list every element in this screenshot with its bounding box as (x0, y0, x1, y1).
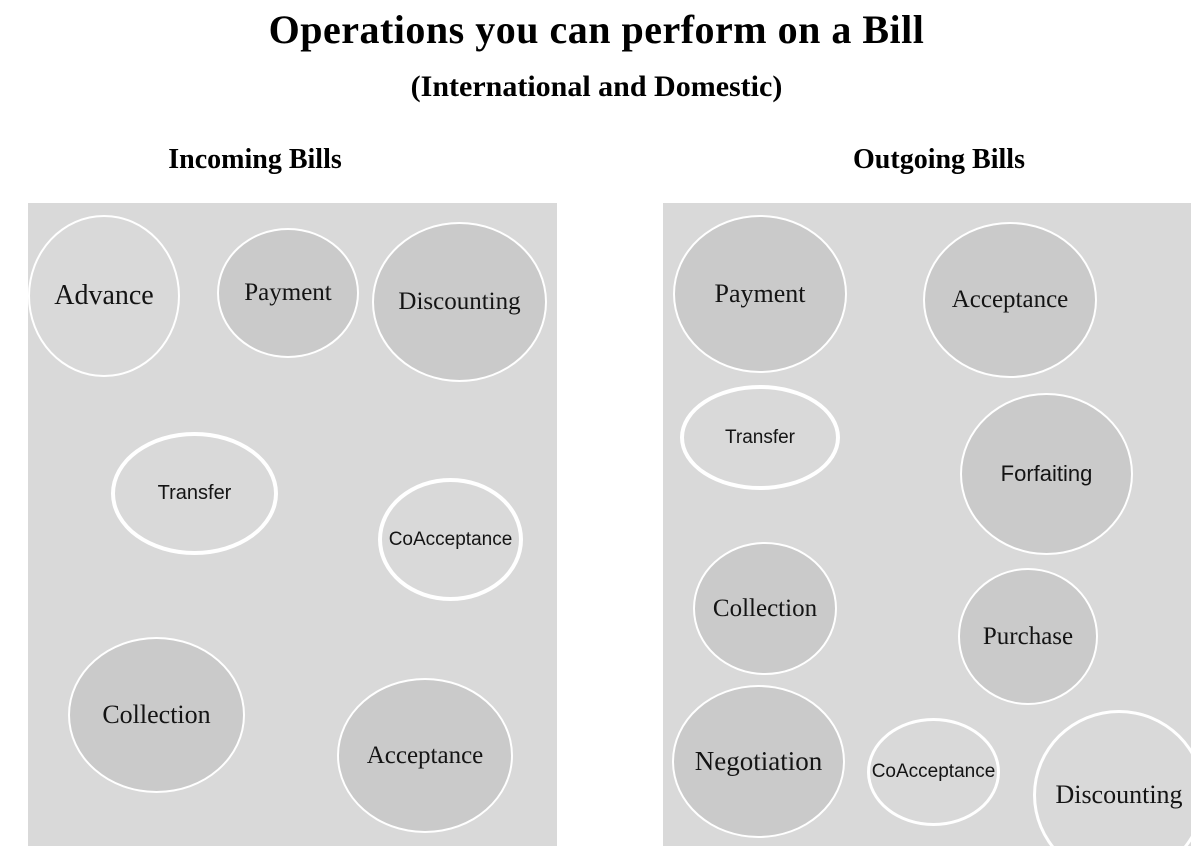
bubble-collection: Collection (693, 542, 837, 675)
outgoing-bills-heading: Outgoing Bills (853, 144, 1025, 175)
bubble-payment: Payment (673, 215, 847, 373)
bubble-transfer: Transfer (111, 432, 278, 555)
bubble-transfer: Transfer (680, 385, 840, 490)
bubble-collection: Collection (68, 637, 245, 793)
bubble-purchase: Purchase (958, 568, 1098, 705)
bubble-coacceptance: CoAcceptance (378, 478, 523, 601)
bubble-negotiation: Negotiation (672, 685, 845, 838)
bubble-discounting: Discounting (372, 222, 547, 382)
outgoing-bills-panel (663, 203, 1191, 846)
bubble-acceptance: Acceptance (923, 222, 1097, 378)
bubble-payment: Payment (217, 228, 359, 358)
bubble-advance: Advance (28, 215, 180, 377)
bubble-coacceptance: CoAcceptance (867, 718, 1000, 826)
incoming-bills-panel (28, 203, 557, 846)
bubble-acceptance: Acceptance (337, 678, 513, 833)
diagram-subtitle: (International and Domestic) (410, 70, 783, 103)
diagram-title: Operations you can perform on a Bill (268, 7, 925, 52)
incoming-bills-heading: Incoming Bills (168, 144, 342, 175)
bubble-forfaiting: Forfaiting (960, 393, 1133, 555)
bubble-discounting: Discounting (1033, 710, 1191, 846)
